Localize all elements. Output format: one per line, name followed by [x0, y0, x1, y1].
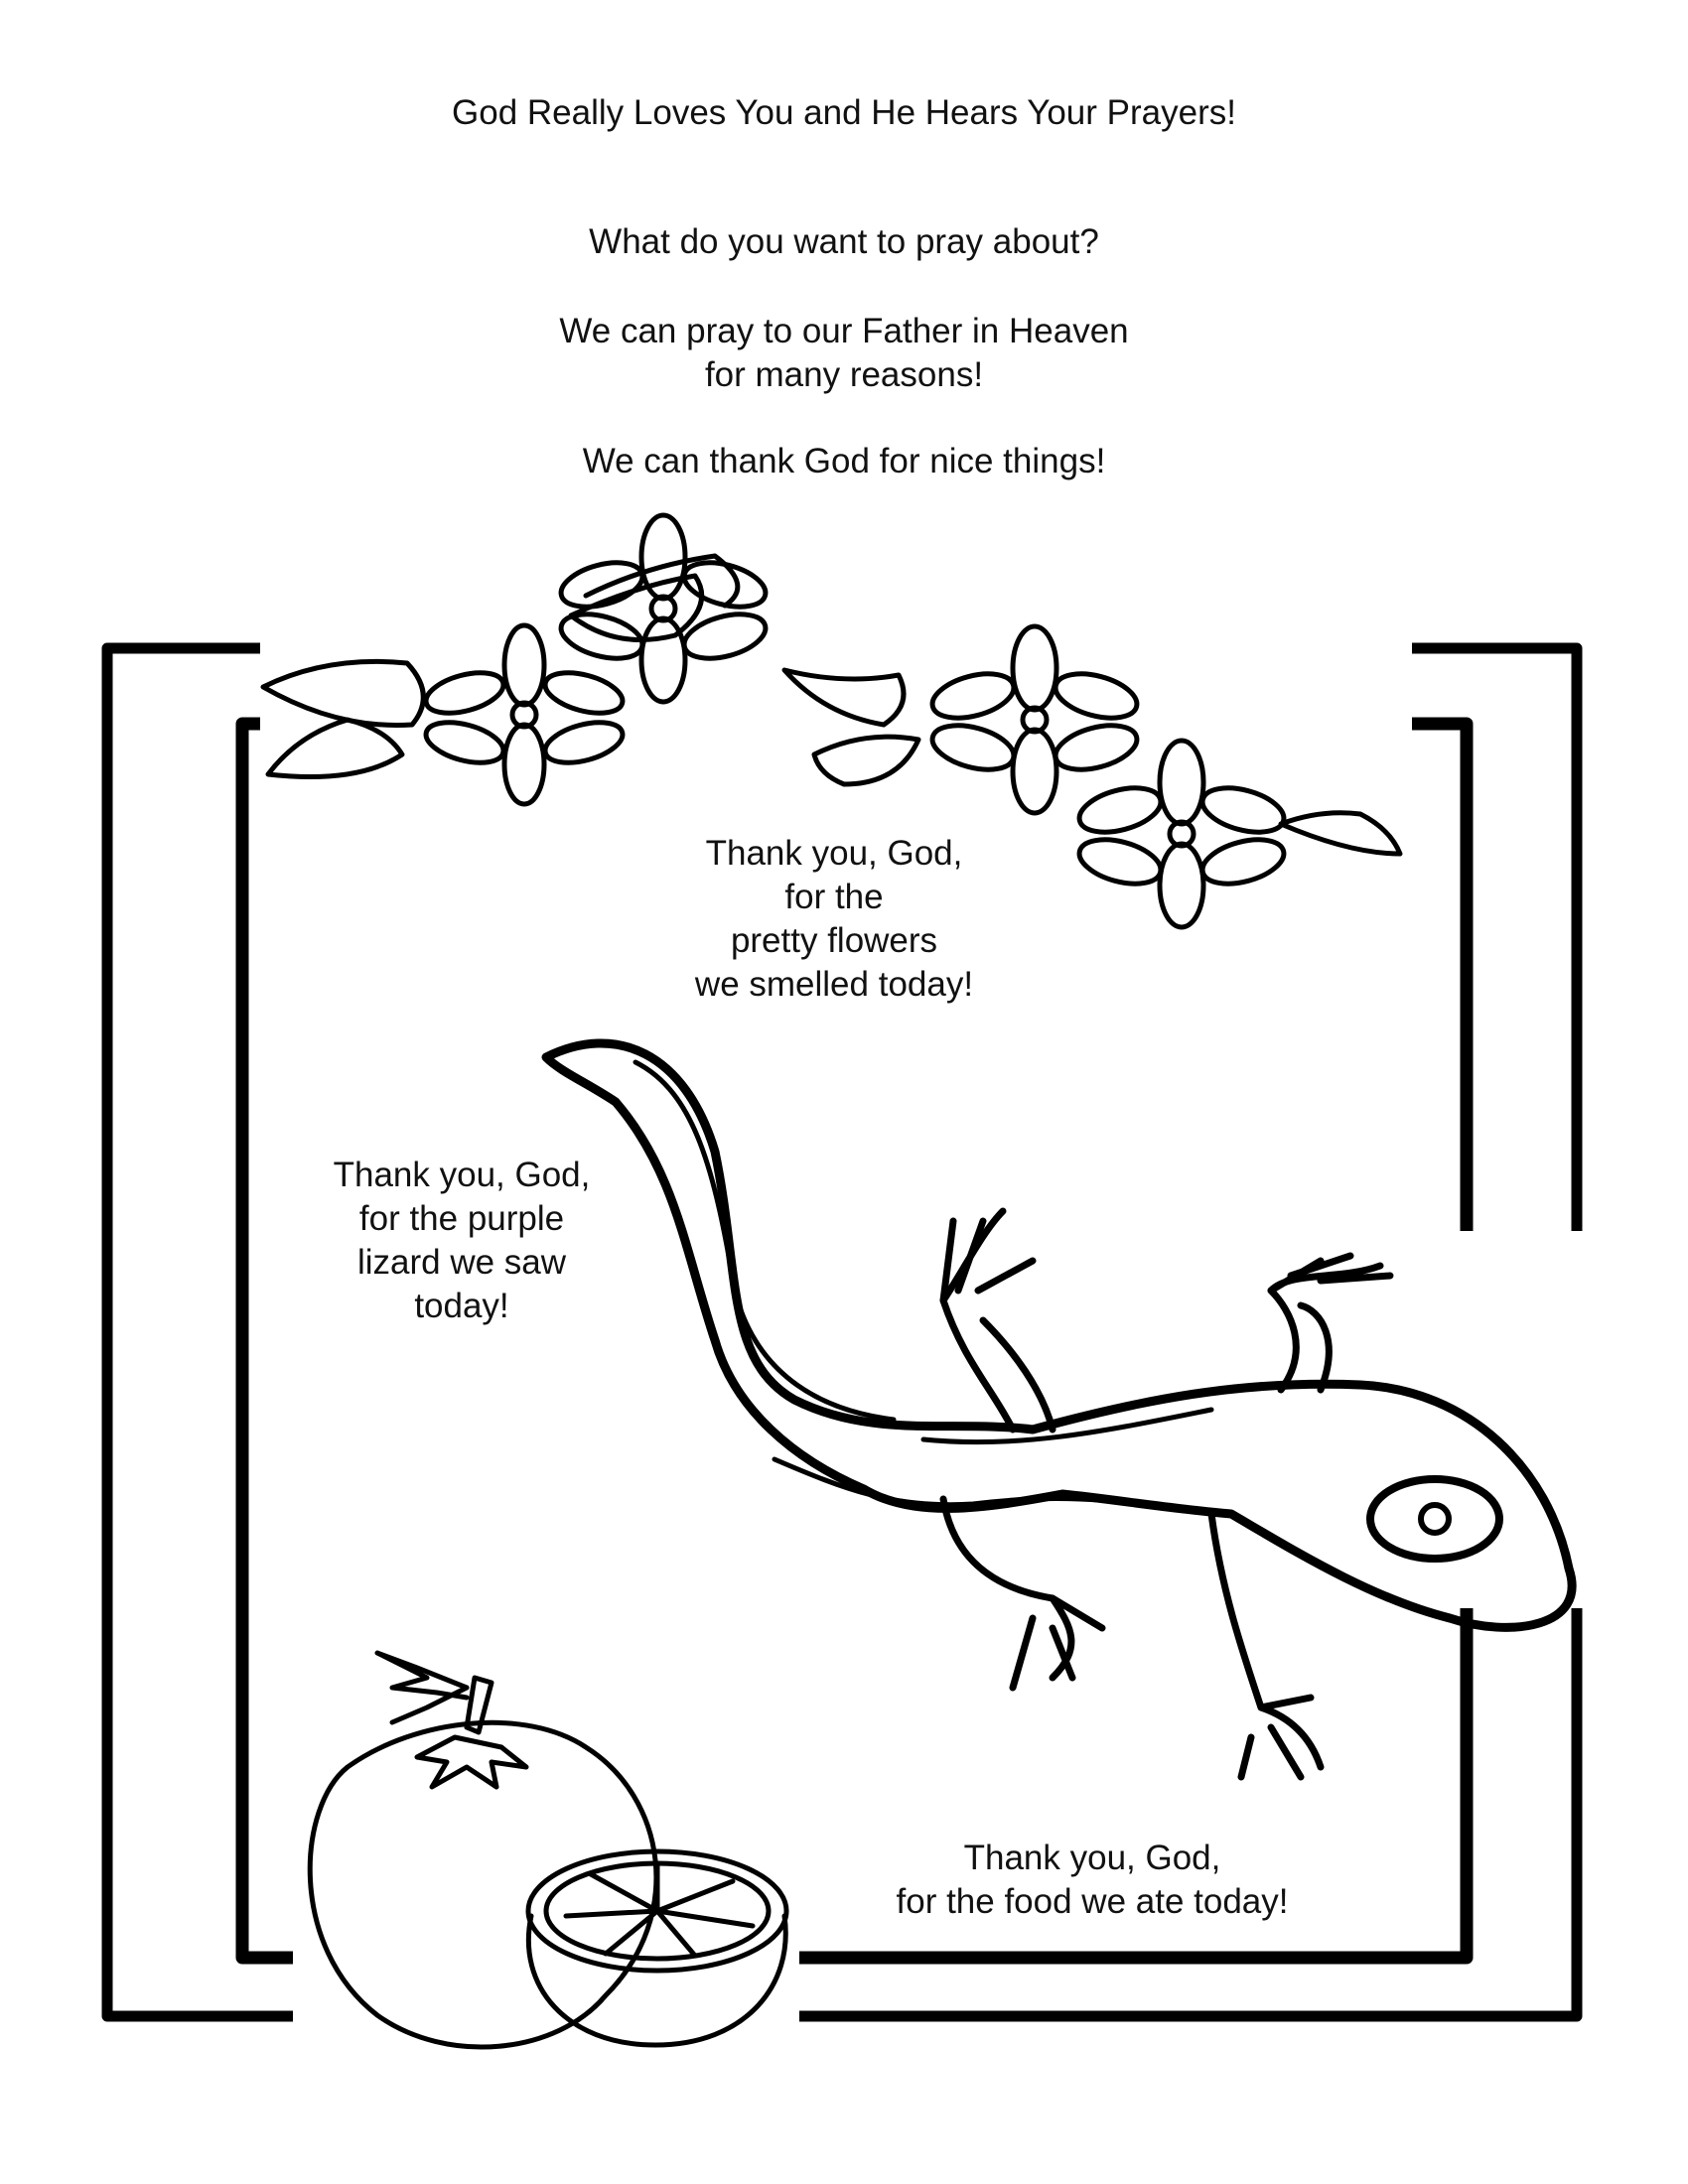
lizard-icon	[546, 1043, 1572, 1777]
caption-line: for the purple	[358, 1199, 565, 1238]
intro-line-2: for many reasons!	[704, 355, 984, 394]
caption-line: pretty flowers	[730, 921, 938, 960]
caption-line: for the food we ate today!	[896, 1882, 1289, 1921]
intro-line-3: We can thank God for nice things!	[582, 442, 1106, 480]
intro-line-1: We can pray to our Father in Heaven	[559, 312, 1129, 350]
caption-line: for the	[784, 878, 884, 916]
caption-line: lizard we saw	[356, 1243, 567, 1282]
caption-line: Thank you, God,	[333, 1156, 591, 1194]
lizard-caption	[278, 1154, 645, 1328]
caption-line: Thank you, God,	[705, 834, 963, 873]
page-title: God Really Loves You and He Hears Your Prayers!	[452, 93, 1236, 132]
caption-line: today!	[414, 1287, 509, 1325]
intro-question: What do you want to pray about?	[589, 222, 1099, 261]
flowers-caption	[635, 832, 1033, 1007]
caption-line: we smelled today!	[694, 965, 974, 1004]
food-caption	[834, 1837, 1350, 1924]
caption-line: Thank you, God,	[963, 1839, 1221, 1877]
flower-icon	[1074, 741, 1288, 927]
